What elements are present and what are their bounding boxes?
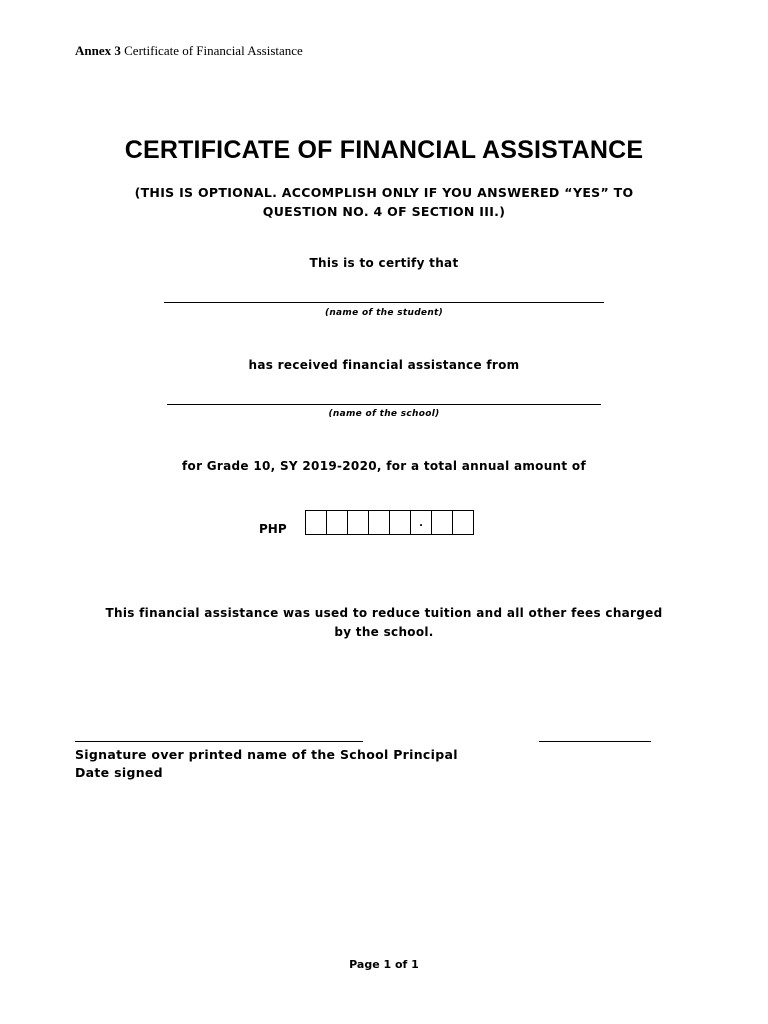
usage-note-line-2: by the school.	[334, 625, 434, 639]
amount-digit-box[interactable]	[348, 511, 369, 534]
grade-text: for Grade 10, SY 2019-2020, for a total annual amount of	[182, 459, 586, 473]
annex-number: Annex 3	[75, 43, 121, 58]
student-name-caption: (name of the student)	[324, 308, 444, 318]
student-name-field[interactable]	[164, 302, 604, 303]
school-name-caption: (name of the school)	[328, 409, 440, 419]
amount-digit-box[interactable]	[369, 511, 390, 534]
currency-label: PHP	[259, 522, 287, 536]
amount-digit-box[interactable]	[327, 511, 348, 534]
page-number: Page 1 of 1	[349, 958, 419, 971]
decimal-point: .	[419, 518, 423, 529]
amount-digit-box[interactable]	[411, 511, 432, 534]
amount-boxes	[305, 510, 474, 535]
school-name-field[interactable]	[167, 404, 601, 405]
annex-header	[75, 43, 303, 59]
amount-cents-box[interactable]	[453, 511, 474, 534]
amount-cents-box[interactable]	[432, 511, 453, 534]
amount-digit-box[interactable]	[390, 511, 411, 534]
date-label: Date signed	[75, 765, 163, 780]
subtitle-line-1: (THIS IS OPTIONAL. ACCOMPLISH ONLY IF YOU ANSWERED “YES” TO	[134, 185, 634, 200]
document-subtitle	[90, 183, 678, 221]
signature-field[interactable]	[75, 741, 363, 742]
usage-note	[70, 604, 698, 642]
certify-text: This is to certify that	[309, 256, 459, 270]
received-text: has received financial assistance from	[248, 358, 520, 372]
amount-digit-box[interactable]	[306, 511, 327, 534]
date-field[interactable]	[539, 741, 651, 742]
annex-title: Certificate of Financial Assistance	[120, 43, 303, 58]
subtitle-line-2: QUESTION NO. 4 OF SECTION III.)	[262, 204, 506, 219]
signature-label: Signature over printed name of the School Principal	[75, 747, 458, 762]
document-title: CERTIFICATE OF FINANCIAL ASSISTANCE	[124, 136, 644, 164]
usage-note-line-1: This financial assistance was used to reduce tuition and all other fees charged	[105, 606, 663, 620]
